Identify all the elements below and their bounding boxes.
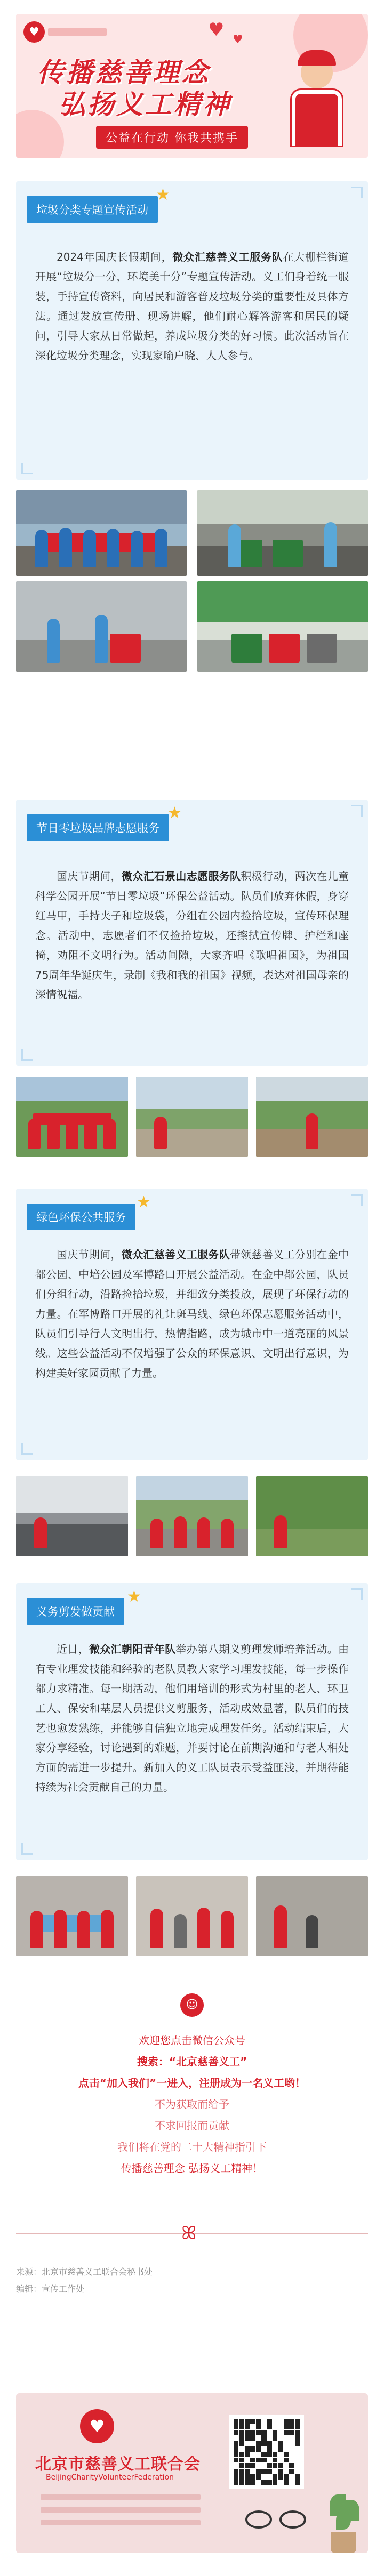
qr-module — [245, 2458, 250, 2462]
qr-module — [267, 2463, 272, 2468]
qr-module — [250, 2480, 255, 2485]
qr-module — [284, 2452, 289, 2457]
qr-module — [234, 2474, 238, 2479]
section-paragraph — [35, 1245, 349, 1383]
qr-module — [273, 2419, 277, 2424]
qr-module — [245, 2419, 250, 2424]
banner-title-line2: 弘扬义工精神 — [59, 89, 231, 120]
qr-module — [295, 2474, 300, 2479]
qr-module — [239, 2419, 244, 2424]
qr-module — [256, 2463, 261, 2468]
qr-module — [278, 2446, 283, 2451]
qr-module — [278, 2430, 283, 2435]
qr-module — [289, 2452, 294, 2457]
qr-module — [256, 2469, 261, 2474]
qr-module — [250, 2424, 255, 2429]
qr-module — [245, 2424, 250, 2429]
activity-photo — [16, 490, 187, 576]
editor-credit: 编辑：宣传工作处 — [16, 2284, 85, 2294]
volunteer-mascot-icon: ☺ — [180, 1993, 204, 2017]
paragraph-text: 国庆节期间， — [57, 870, 122, 883]
glasses-decor — [240, 2510, 315, 2532]
qr-module — [278, 2419, 283, 2424]
qr-module — [278, 2480, 283, 2485]
qr-module — [234, 2419, 238, 2424]
qr-module — [245, 2480, 250, 2485]
qr-module — [295, 2419, 300, 2424]
plant-decor — [322, 2489, 365, 2553]
qr-module — [273, 2452, 277, 2457]
header-banner — [16, 14, 368, 158]
qr-module — [295, 2430, 300, 2435]
qr-module — [267, 2435, 272, 2440]
card-corner — [21, 1049, 33, 1061]
bow-icon: ꕤ — [181, 2223, 197, 2244]
qr-module — [278, 2474, 283, 2479]
qr-module — [234, 2446, 238, 2451]
qr-module — [267, 2452, 272, 2457]
federation-logo-icon: ♥ — [80, 2409, 114, 2443]
qr-module — [273, 2424, 277, 2429]
qr-module — [239, 2424, 244, 2429]
qr-module — [239, 2452, 244, 2457]
qr-module — [278, 2441, 283, 2446]
footer-join: 点击“加入我们”一进入，注册成为一名义工哟！ — [78, 2077, 306, 2089]
qr-module — [261, 2480, 266, 2485]
qr-module — [245, 2474, 250, 2479]
qr-module — [267, 2441, 272, 2446]
qr-module — [239, 2474, 244, 2479]
qr-module — [273, 2463, 277, 2468]
section-card-free-haircut — [16, 1583, 368, 1860]
banner-slogan: 公益在行动 你我共携手 — [96, 126, 248, 149]
qr-module — [284, 2424, 289, 2429]
activity-photo — [136, 1476, 248, 1556]
activity-photo — [197, 490, 368, 576]
qr-module — [267, 2424, 272, 2429]
card-corner — [21, 1843, 33, 1855]
team-name: 微众汇石景山志愿服务队 — [121, 870, 241, 883]
qr-module — [295, 2424, 300, 2429]
qr-module — [245, 2452, 250, 2457]
footer-welcome: 欢迎您点击微信公众号 — [139, 2034, 245, 2047]
footer-line: 不求回报而贡献 — [155, 2119, 229, 2132]
heart-icon: ♥ — [208, 19, 225, 41]
card-corner — [351, 1588, 363, 1600]
qr-module — [273, 2458, 277, 2462]
qr-module — [289, 2469, 294, 2474]
activity-photo — [136, 1077, 248, 1157]
section-tag: 垃圾分类专题宣传活动 — [27, 196, 158, 223]
qr-module — [289, 2474, 294, 2479]
star-icon: ★ — [156, 185, 170, 204]
qr-module — [261, 2435, 266, 2440]
footer-mascot — [0, 1993, 384, 2017]
paragraph-text: 积极行动，两次在儿童科学公园开展“节日零垃圾”环保公益活动。队员们放弃休假，身穿红马甲，手持夹子和垃圾袋，分组在公园内捡拾垃圾，宣传环保理念。活动中，志愿者们不仅捡拾垃圾，还擦拭宣传牌、护栏和座椅，劝阻不文明行为。活动间隙，大家齐唱《歌唱祖国》，为祖国75周年华诞庆生，录制《我和我的祖国》视频，表达对祖国母亲的深情祝福。 — [35, 870, 349, 1001]
qr-module — [234, 2458, 238, 2462]
qr-module — [284, 2480, 289, 2485]
qr-module — [289, 2435, 294, 2440]
qr-module — [239, 2430, 244, 2435]
activity-photo — [197, 581, 368, 672]
qr-module — [250, 2469, 255, 2474]
footer-line: 我们将在党的二十大精神指引下 — [117, 2141, 267, 2153]
source-credit: 来源：北京市慈善义工联合会秘书处 — [16, 2267, 153, 2277]
qr-module — [284, 2458, 289, 2462]
qr-module — [234, 2430, 238, 2435]
qr-module — [273, 2441, 277, 2446]
activity-photo — [16, 1077, 128, 1157]
card-corner — [351, 1194, 363, 1206]
logo-wordmark — [48, 28, 107, 36]
qr-module — [289, 2419, 294, 2424]
activity-photo — [256, 1876, 368, 1956]
qr-module — [295, 2463, 300, 2468]
qr-module — [289, 2463, 294, 2468]
qr-module — [261, 2446, 266, 2451]
qr-module — [250, 2435, 255, 2440]
org-footer-card — [16, 2393, 368, 2553]
banner-title-line1: 传播慈善理念 — [37, 57, 210, 88]
qr-module — [295, 2446, 300, 2451]
qr-module — [284, 2474, 289, 2479]
paragraph-text: 举办第八期义剪理发师培养活动。由有专业理发技能和经验的老队员教大家学习理发技能，每一步操作都力求精准。每一期活动，他们用培训的形式为村里的老人、环卫工人、保安和基层人员提供义剪服务，活动成效显著，队员们的技艺也愈发熟练，并能够自信独立地完成理发任务。活动结束后，大家分享经验，讨论遇到的难题，并要讨论在前期沟通和与老人相处方面的需进一步提升。新加入的义工队员表示受益匪浅，并期待能持续为社会贡献自己的力量。 — [35, 1643, 349, 1794]
qr-module — [273, 2435, 277, 2440]
activity-photo — [256, 1077, 368, 1157]
qr-module — [273, 2446, 277, 2451]
footer-line: 不为获取而给予 — [155, 2098, 229, 2111]
header-logo — [23, 21, 107, 43]
qr-module — [239, 2441, 244, 2446]
qr-module — [261, 2452, 266, 2457]
qr-module — [284, 2435, 289, 2440]
paragraph-text: 2024年国庆长假期间， — [57, 251, 173, 263]
qr-module — [278, 2435, 283, 2440]
section-tag: 绿色环保公共服务 — [27, 1204, 135, 1230]
decor-bubble — [16, 110, 64, 158]
qr-module — [278, 2469, 283, 2474]
activity-photo — [136, 1876, 248, 1956]
org-name: 北京市慈善义工联合会 — [35, 2455, 201, 2474]
qr-module — [273, 2480, 277, 2485]
activity-photo — [16, 1876, 128, 1956]
heart-logo-icon: ♥ — [23, 21, 45, 43]
qr-module — [289, 2424, 294, 2429]
qr-module — [239, 2469, 244, 2474]
qr-module — [256, 2435, 261, 2440]
qr-module — [278, 2452, 283, 2457]
qr-module — [256, 2452, 261, 2457]
star-icon: ★ — [137, 1193, 151, 1212]
qr-module — [239, 2435, 244, 2440]
qr-module — [256, 2424, 261, 2429]
qr-module — [245, 2441, 250, 2446]
qr-module — [267, 2458, 272, 2462]
qr-module — [273, 2474, 277, 2479]
section-card-garbage-sorting — [16, 181, 368, 480]
paragraph-text: 国庆节期间， — [57, 1248, 122, 1261]
qr-module — [239, 2446, 244, 2451]
qr-module — [256, 2419, 261, 2424]
qr-module — [256, 2458, 261, 2462]
section-tag: 义务剪发做贡献 — [27, 1598, 124, 1625]
qr-module — [284, 2441, 289, 2446]
section-paragraph — [35, 867, 349, 1005]
volunteer-illustration — [279, 41, 354, 147]
qr-module — [250, 2458, 255, 2462]
qr-module — [289, 2480, 294, 2485]
qr-module — [250, 2474, 255, 2479]
qr-module — [284, 2469, 289, 2474]
star-icon: ★ — [127, 1587, 141, 1606]
qr-module — [245, 2435, 250, 2440]
activity-photo — [16, 581, 187, 672]
star-icon: ★ — [167, 804, 182, 822]
org-calligraphy — [41, 2494, 201, 2533]
qr-module — [234, 2452, 238, 2457]
section-card-zero-waste — [16, 800, 368, 1066]
qr-module — [289, 2458, 294, 2462]
qr-module — [256, 2474, 261, 2479]
qr-module — [295, 2469, 300, 2474]
card-corner — [21, 463, 33, 474]
qr-module — [261, 2441, 266, 2446]
heart-icon: ♥ — [233, 33, 243, 46]
qr-module — [273, 2469, 277, 2474]
qr-module — [261, 2474, 266, 2479]
qr-module — [250, 2430, 255, 2435]
qr-module — [256, 2430, 261, 2435]
qr-module — [295, 2480, 300, 2485]
qr-module — [278, 2463, 283, 2468]
qr-module — [267, 2419, 272, 2424]
qr-module — [234, 2463, 238, 2468]
qr-module — [250, 2441, 255, 2446]
team-name: 微众汇慈善义工服务队 — [121, 1248, 230, 1261]
qr-module — [289, 2441, 294, 2446]
qr-module — [261, 2458, 266, 2462]
qr-module — [234, 2480, 238, 2485]
qr-module — [261, 2424, 266, 2429]
qr-module — [295, 2458, 300, 2462]
qr-module — [267, 2469, 272, 2474]
qr-module — [267, 2430, 272, 2435]
section-tag: 节日零垃圾品牌志愿服务 — [27, 814, 169, 841]
team-name: 微众汇慈善义工服务队 — [172, 251, 283, 263]
qr-module — [256, 2446, 261, 2451]
qr-module — [284, 2430, 289, 2435]
activity-photo — [16, 1476, 128, 1556]
qr-module — [250, 2446, 255, 2451]
team-name: 微众汇朝阳青年队 — [89, 1643, 176, 1656]
paragraph-text: 带领慈善义工分别在金中都公园、中培公园及军博路口开展公益活动。在金中都公园，队员们分组行动，沿路捡拾垃圾，并细致分类投放，展现了环保行动的力量。在军博路口开展的礼让斑马线、绿色环保志愿服务活动中，队员们引导行人文明出行，热情指路，成为城市中一道亮丽的风景线。这些公益活动不仅增强了公众的环保意识、文明出行意识，为构建美好家园贡献了力量。 — [35, 1248, 349, 1379]
qr-module — [250, 2419, 255, 2424]
qr-module — [295, 2441, 300, 2446]
activity-photo — [256, 1476, 368, 1556]
qr-module — [245, 2469, 250, 2474]
card-corner — [351, 805, 363, 817]
section-paragraph — [35, 1640, 349, 1797]
qr-module — [234, 2424, 238, 2429]
qr-module — [289, 2430, 294, 2435]
qr-module — [245, 2430, 250, 2435]
qr-module — [239, 2480, 244, 2485]
qr-module — [261, 2463, 266, 2468]
qr-module — [284, 2463, 289, 2468]
card-corner — [351, 187, 363, 198]
qr-module — [239, 2463, 244, 2468]
qr-module — [284, 2446, 289, 2451]
footer-search: 搜索：“北京慈善义工” — [137, 2055, 247, 2068]
qr-module — [234, 2469, 238, 2474]
qr-module — [245, 2446, 250, 2451]
qr-module — [234, 2441, 238, 2446]
section-paragraph — [35, 247, 349, 366]
org-english-name: BeijingCharityVolunteerFederation — [46, 2473, 174, 2482]
qr-module — [273, 2430, 277, 2435]
qr-module — [250, 2463, 255, 2468]
qr-module — [261, 2469, 266, 2474]
qr-module — [284, 2419, 289, 2424]
qr-module — [250, 2452, 255, 2457]
qr-code[interactable] — [229, 2415, 304, 2489]
qr-module — [295, 2435, 300, 2440]
section-card-green-service — [16, 1189, 368, 1460]
qr-module — [256, 2480, 261, 2485]
qr-module — [295, 2452, 300, 2457]
qr-module — [289, 2446, 294, 2451]
qr-module — [261, 2430, 266, 2435]
qr-module — [256, 2441, 261, 2446]
card-corner — [21, 1443, 33, 1455]
paragraph-text: 在大栅栏街道开展“垃圾分一分，环境美十分”专题宣传活动。义工们身着统一服装，手持宣传资料，向居民和游客普及垃圾分类的重要性及具体方法。通过发放宣传册、现场讲解，他们耐心解答游客和居民的疑问，引导大家从日常做起，养成垃圾分类的好习惯。此次活动旨在深化垃圾分类理念，实现家喻户晓、人人参与。 — [35, 251, 349, 362]
paragraph-text: 近日， — [57, 1643, 89, 1656]
footer-line: 传播慈善理念 弘扬义工精神！ — [121, 2162, 263, 2175]
qr-module — [245, 2463, 250, 2468]
qr-module — [278, 2458, 283, 2462]
qr-module — [234, 2435, 238, 2440]
qr-module — [239, 2458, 244, 2462]
qr-module — [261, 2419, 266, 2424]
qr-module — [267, 2446, 272, 2451]
qr-module — [278, 2424, 283, 2429]
qr-module — [267, 2474, 272, 2479]
qr-module — [267, 2480, 272, 2485]
